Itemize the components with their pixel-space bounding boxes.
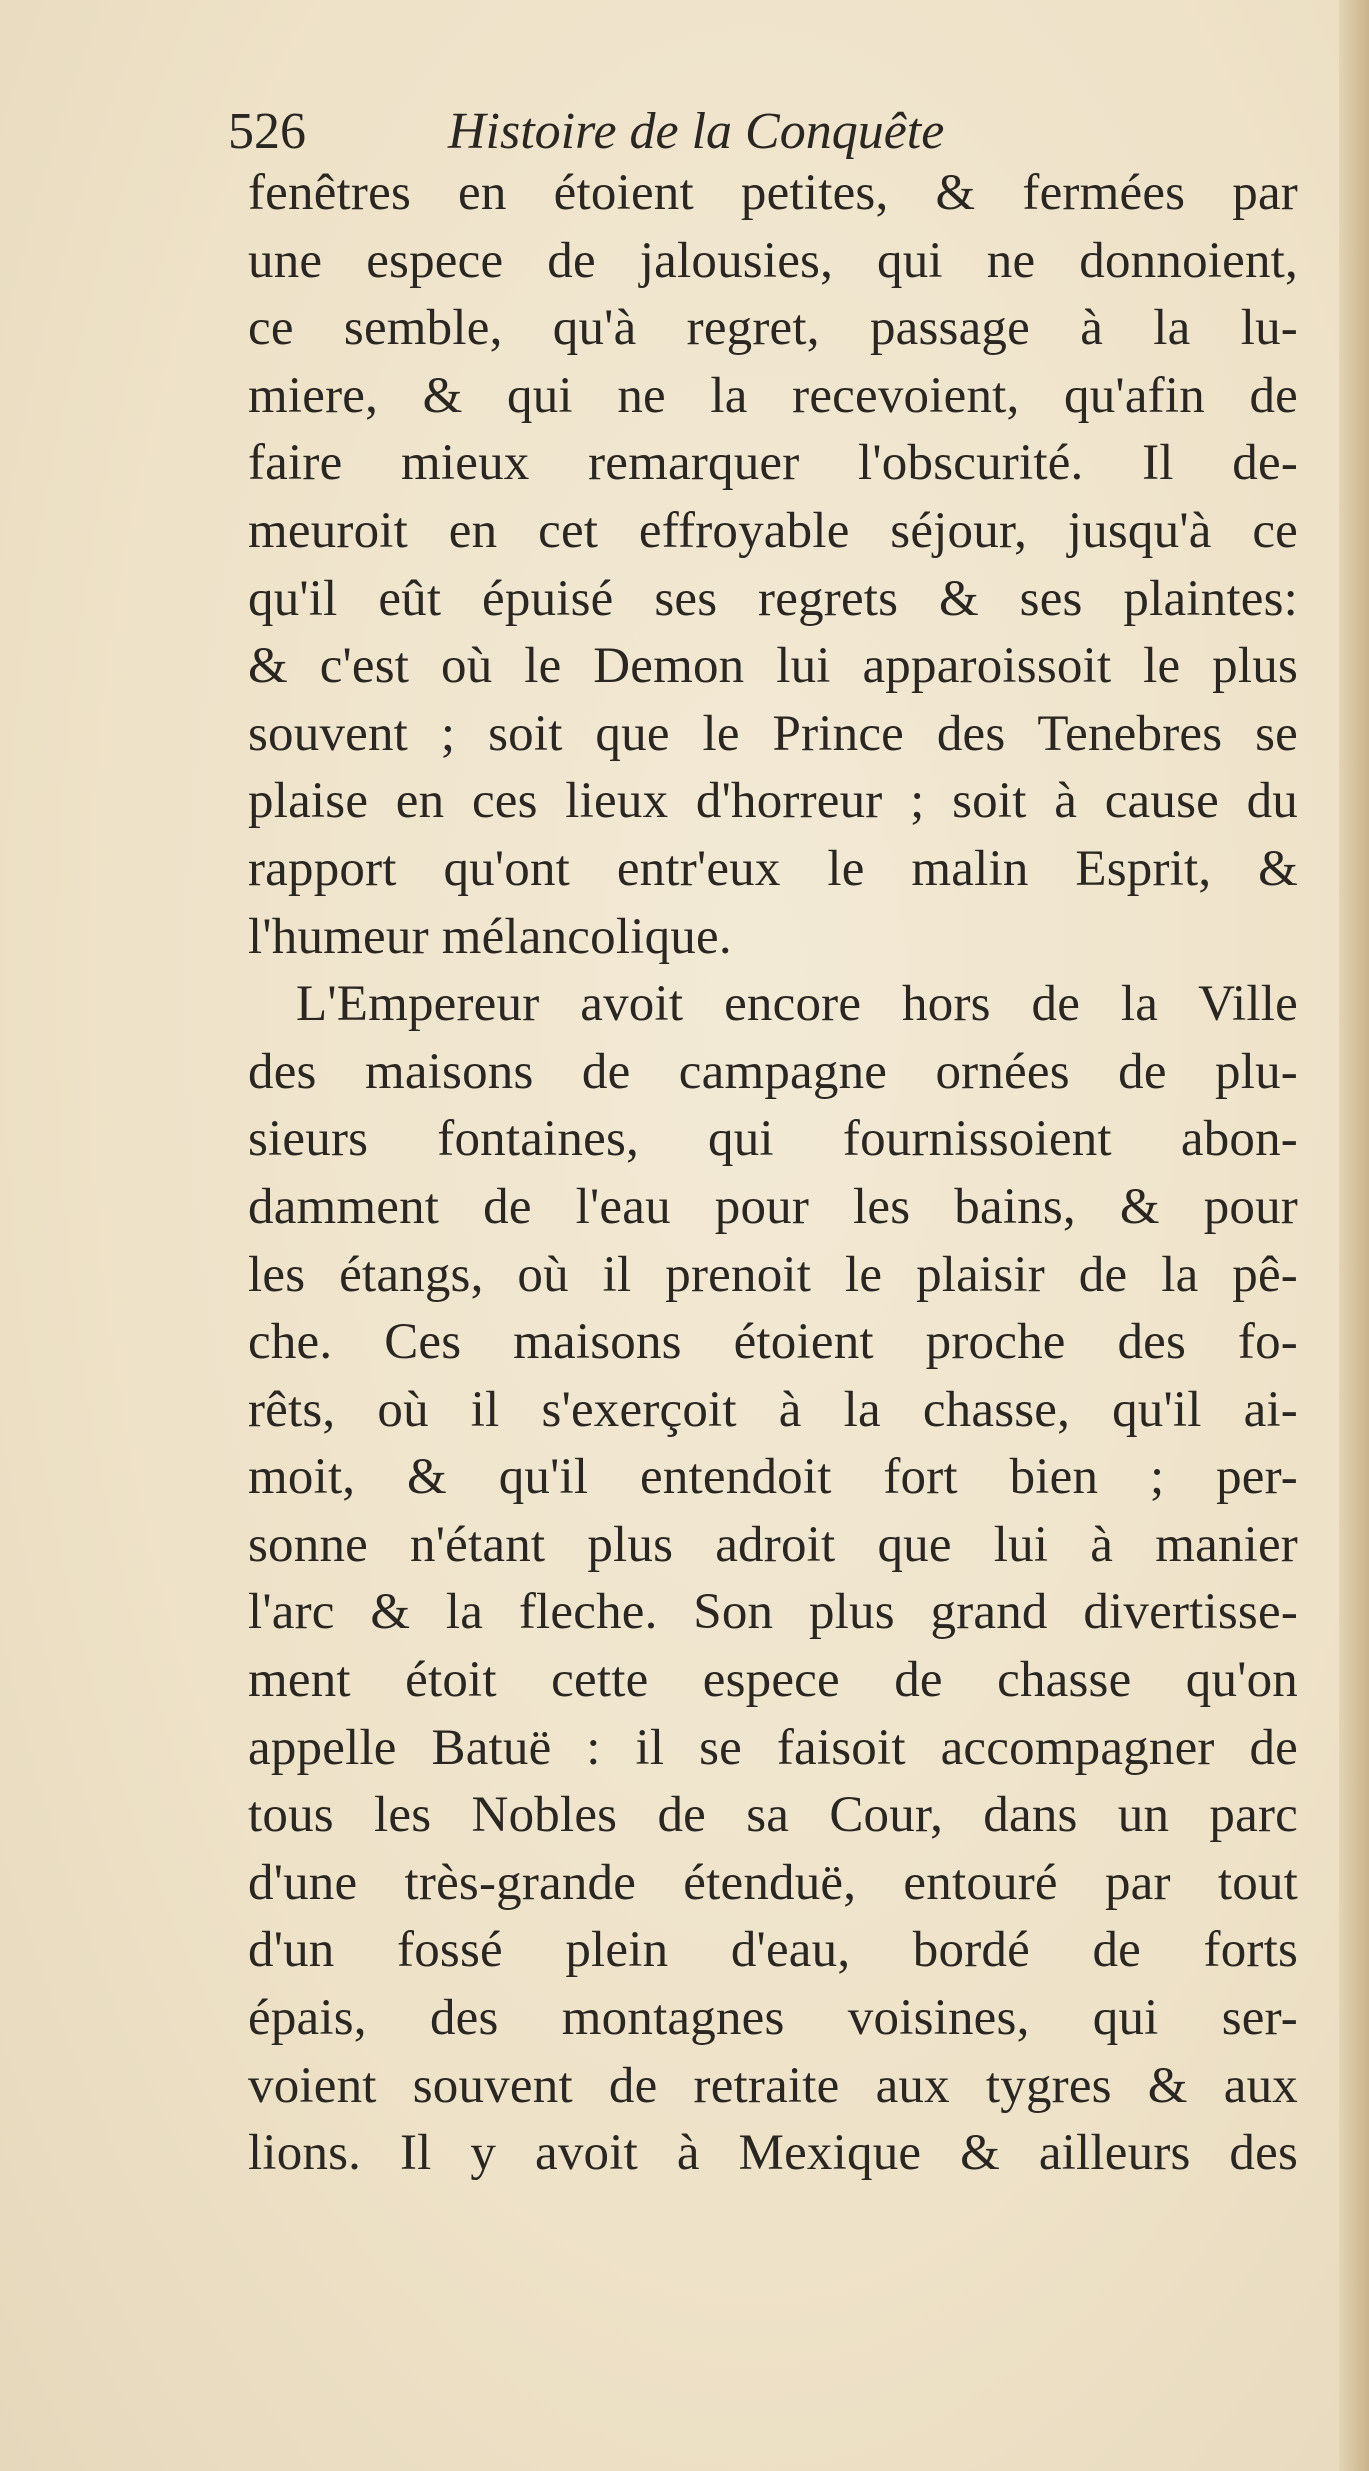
text-line: tous les Nobles de sa Cour, dans un parc bbox=[248, 1787, 1298, 1844]
text-line: d'un fossé plein d'eau, bordé de forts bbox=[248, 1922, 1298, 1979]
text-line: l'arc & la fleche. Son plus grand divertisse- bbox=[248, 1584, 1298, 1641]
page-gutter-shadow bbox=[1339, 0, 1369, 2471]
text-line: faire mieux remarquer l'obscurité. Il de- bbox=[248, 435, 1298, 492]
text-line-paragraph-start: L'Empereur avoit encore hors de la Ville bbox=[296, 976, 1298, 1033]
text-line: ce semble, qu'à regret, passage à la lu- bbox=[248, 300, 1298, 357]
text-line: qu'il eût épuisé ses regrets & ses plaintes: bbox=[248, 570, 1298, 627]
text-line: souvent ; soit que le Prince des Tenebres se bbox=[248, 705, 1298, 762]
text-line: che. Ces maisons étoient proche des fo- bbox=[248, 1314, 1298, 1371]
text-line: ment étoit cette espece de chasse qu'on bbox=[248, 1652, 1298, 1709]
text-line: sonne n'étant plus adroit que lui à manier bbox=[248, 1516, 1298, 1573]
text-line: épais, des montagnes voisines, qui ser- bbox=[248, 1990, 1298, 2047]
text-line: voient souvent de retraite aux tygres & aux bbox=[248, 2057, 1298, 2114]
text-line: une espece de jalousies, qui ne donnoient, bbox=[248, 232, 1298, 289]
text-line: appelle Batuë : il se faisoit accompagner de bbox=[248, 1719, 1298, 1776]
text-line: d'une très-grande étenduë, entouré par tout bbox=[248, 1854, 1298, 1911]
text-line: miere, & qui ne la recevoient, qu'afin de bbox=[248, 367, 1298, 424]
text-line-paragraph-end: l'humeur mélancolique. bbox=[248, 908, 732, 965]
text-line: meuroit en cet effroyable séjour, jusqu'à ce bbox=[248, 502, 1298, 559]
page-number: 526 bbox=[228, 103, 306, 160]
text-line: plaise en ces lieux d'horreur ; soit à cause du bbox=[248, 773, 1298, 830]
text-line: sieurs fontaines, qui fournissoient abon- bbox=[248, 1111, 1298, 1168]
text-line: fenêtres en étoient petites, & fermées par bbox=[248, 165, 1298, 221]
text-line: & c'est où le Demon lui apparoissoit le plus bbox=[248, 638, 1298, 695]
text-line: rêts, où il s'exerçoit à la chasse, qu'il ai- bbox=[248, 1381, 1298, 1438]
text-line: les étangs, où il prenoit le plaisir de la pê- bbox=[248, 1246, 1298, 1303]
text-line: damment de l'eau pour les bains, & pour bbox=[248, 1178, 1298, 1235]
body-text bbox=[248, 160, 1298, 2188]
text-line: rapport qu'ont entr'eux le malin Esprit, & bbox=[248, 840, 1298, 897]
text-line: des maisons de campagne ornées de plu- bbox=[248, 1043, 1298, 1100]
text-line: moit, & qu'il entendoit fort bien ; per- bbox=[248, 1449, 1298, 1506]
text-line: lions. Il y avoit à Mexique & ailleurs des bbox=[248, 2125, 1298, 2182]
running-title: Histoire de la Conquête bbox=[448, 103, 945, 160]
